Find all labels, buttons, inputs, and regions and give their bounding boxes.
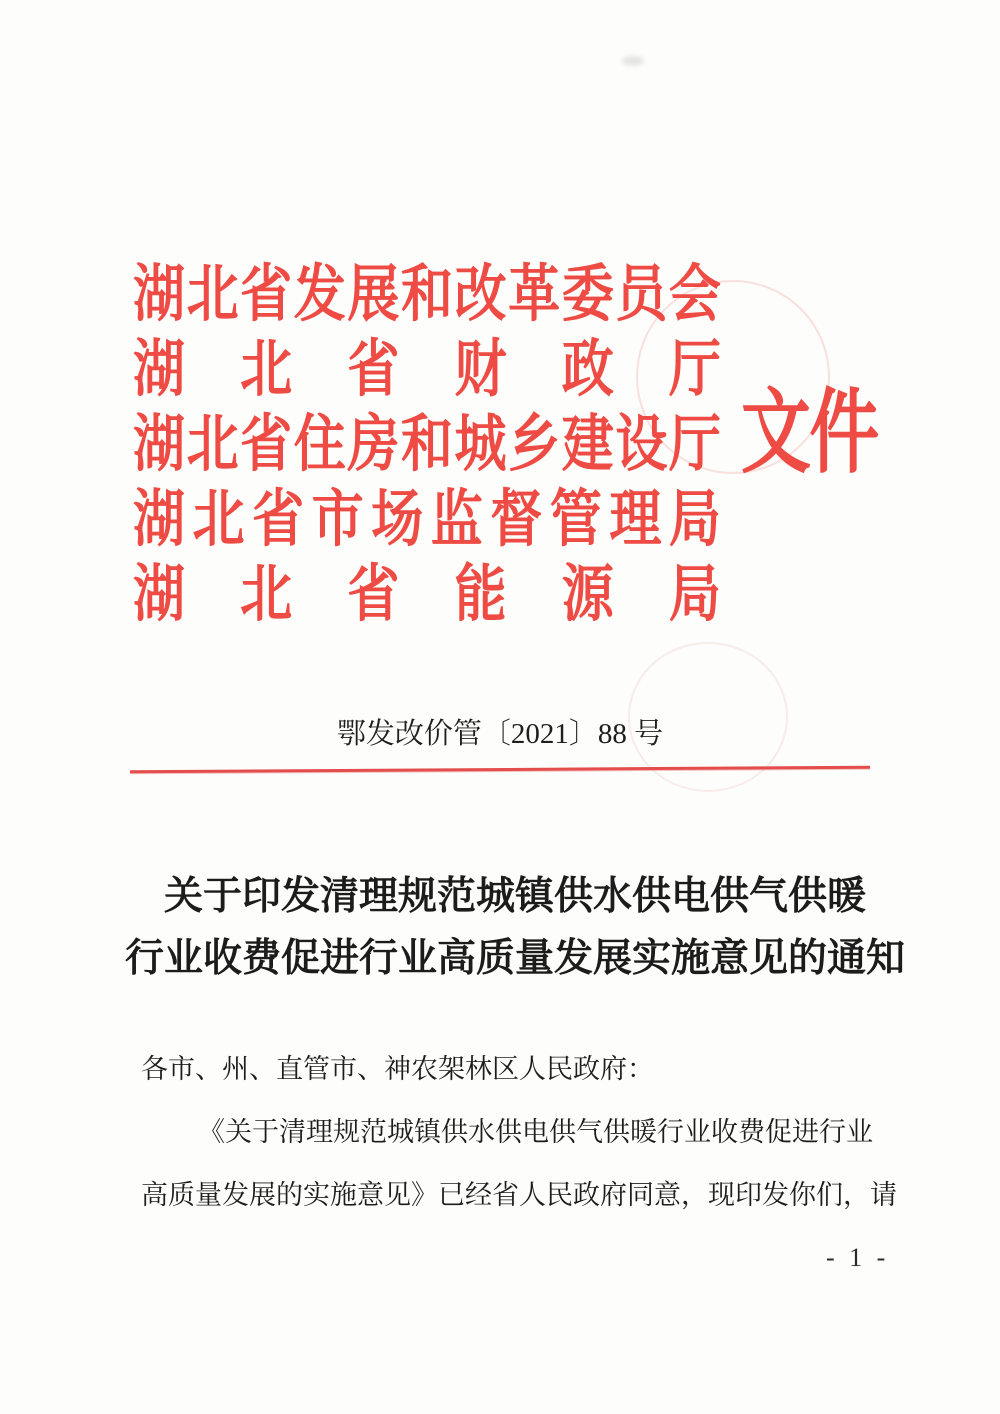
paragraph-line-2: 高质量发展的实施意见》已经省人民政府同意，现印发你们，请 bbox=[141, 1180, 897, 1210]
agency-name-fgw: 湖北省发展和改革委员会 bbox=[133, 261, 721, 329]
scan-smudge bbox=[622, 56, 644, 66]
letterhead-agency-names bbox=[133, 258, 721, 633]
document-title bbox=[30, 866, 1000, 990]
agency-name-zjt: 湖北省住房和城乡建设厅 bbox=[133, 411, 721, 479]
agency-name-nyj: 湖北省能源局 bbox=[133, 561, 721, 629]
letterhead-document-word: 文件 bbox=[741, 382, 878, 484]
paragraph-line-1: 《关于清理规范城镇供水供电供气供暖行业收费促进行业 bbox=[198, 1117, 873, 1147]
title-line-1: 关于印发清理规范城镇供水供电供气供暖 bbox=[163, 875, 866, 918]
agency-name-czt: 湖北省财政厅 bbox=[133, 336, 721, 404]
page-number: - 1 - bbox=[826, 1243, 890, 1272]
agency-name-scj: 湖北省市场监督管理局 bbox=[133, 486, 721, 554]
salutation: 各市、州、直管市、神农架林区人民政府： bbox=[141, 1054, 654, 1084]
title-line-2: 行业收费促进行业高质量发展实施意见的通知 bbox=[124, 937, 905, 980]
document-number: 鄂发改价管〔2021〕88 号 bbox=[336, 718, 664, 750]
